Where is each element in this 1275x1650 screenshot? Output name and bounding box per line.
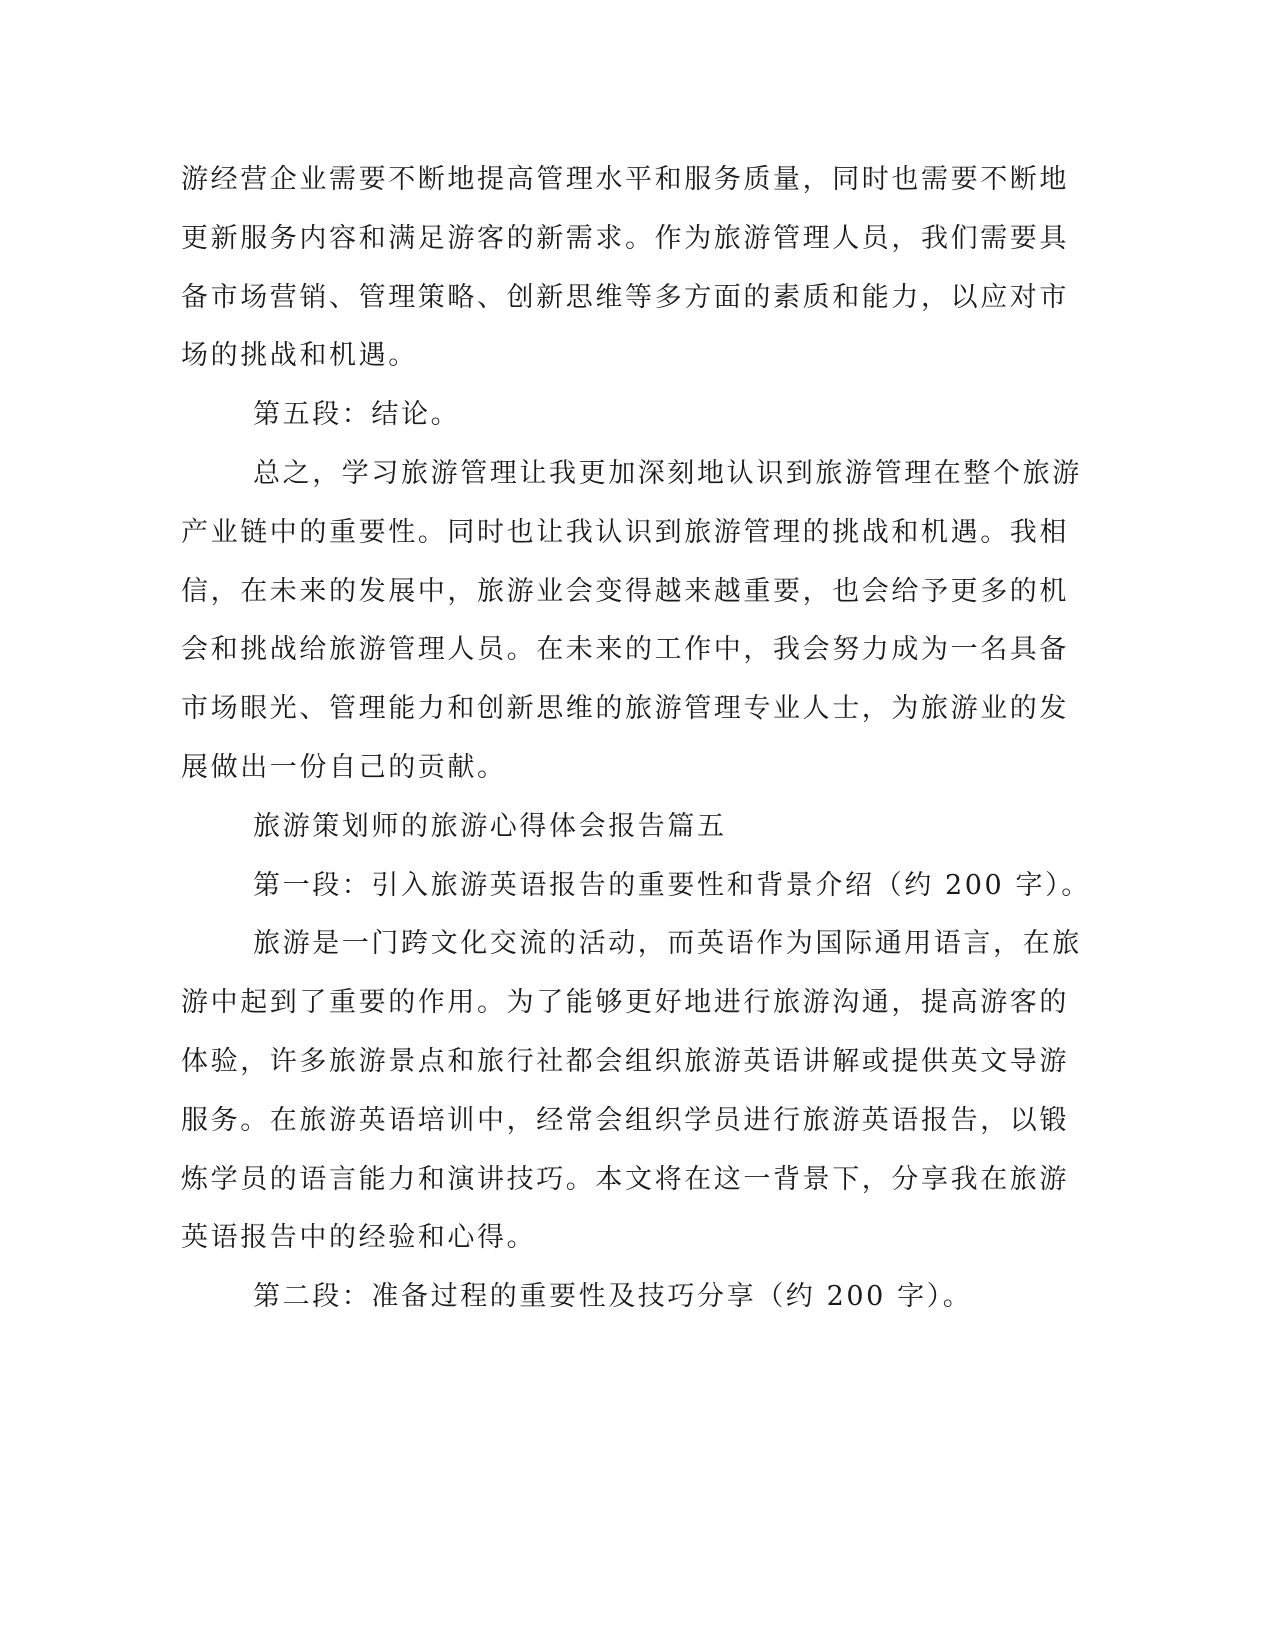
text-line: 游经营企业需要不断地提高管理水平和服务质量，同时也需要不断地 [181, 164, 1069, 195]
text-line: 信，在未来的发展中，旅游业会变得越来越重要，也会给予更多的机 [181, 576, 1069, 607]
text-line: 更新服务内容和满足游客的新需求。作为旅游管理人员，我们需要具 [181, 223, 1069, 254]
text-line: 服务。在旅游英语培训中，经常会组织学员进行旅游英语报告，以锻 [181, 1105, 1069, 1136]
text-line: 场的挑战和机遇。 [181, 340, 418, 371]
text-line: 旅游是一门跨文化交流的活动，而英语作为国际通用语言，在旅 [253, 928, 1082, 959]
text-line: 英语报告中的经验和心得。 [181, 1222, 537, 1253]
text-line: 展做出一份自己的贡献。 [181, 752, 507, 783]
text-line: 炼学员的语言能力和演讲技巧。本文将在这一背景下，分享我在旅游 [181, 1164, 1069, 1195]
section-heading: 第二段：准备过程的重要性及技巧分享（约 200 字）。 [253, 1281, 973, 1312]
section-heading: 第五段：结论。 [253, 399, 461, 430]
text-line: 游中起到了重要的作用。为了能够更好地进行旅游沟通，提高游客的 [181, 987, 1069, 1018]
section-heading: 第一段：引入旅游英语报告的重要性和背景介绍（约 200 字）。 [253, 870, 1091, 901]
text-line: 市场眼光、管理能力和创新思维的旅游管理专业人士，为旅游业的发 [181, 693, 1069, 724]
text-line: 总之，学习旅游管理让我更加深刻地认识到旅游管理在整个旅游 [253, 458, 1082, 489]
text-line: 备市场营销、管理策略、创新思维等多方面的素质和能力，以应对市 [181, 282, 1069, 313]
text-line: 会和挑战给旅游管理人员。在未来的工作中，我会努力成为一名具备 [181, 634, 1069, 665]
text-line: 产业链中的重要性。同时也让我认识到旅游管理的挑战和机遇。我相 [181, 517, 1069, 548]
text-line: 体验，许多旅游景点和旅行社都会组织旅游英语讲解或提供英文导游 [181, 1046, 1069, 1077]
article-title: 旅游策划师的旅游心得体会报告篇五 [253, 811, 727, 842]
